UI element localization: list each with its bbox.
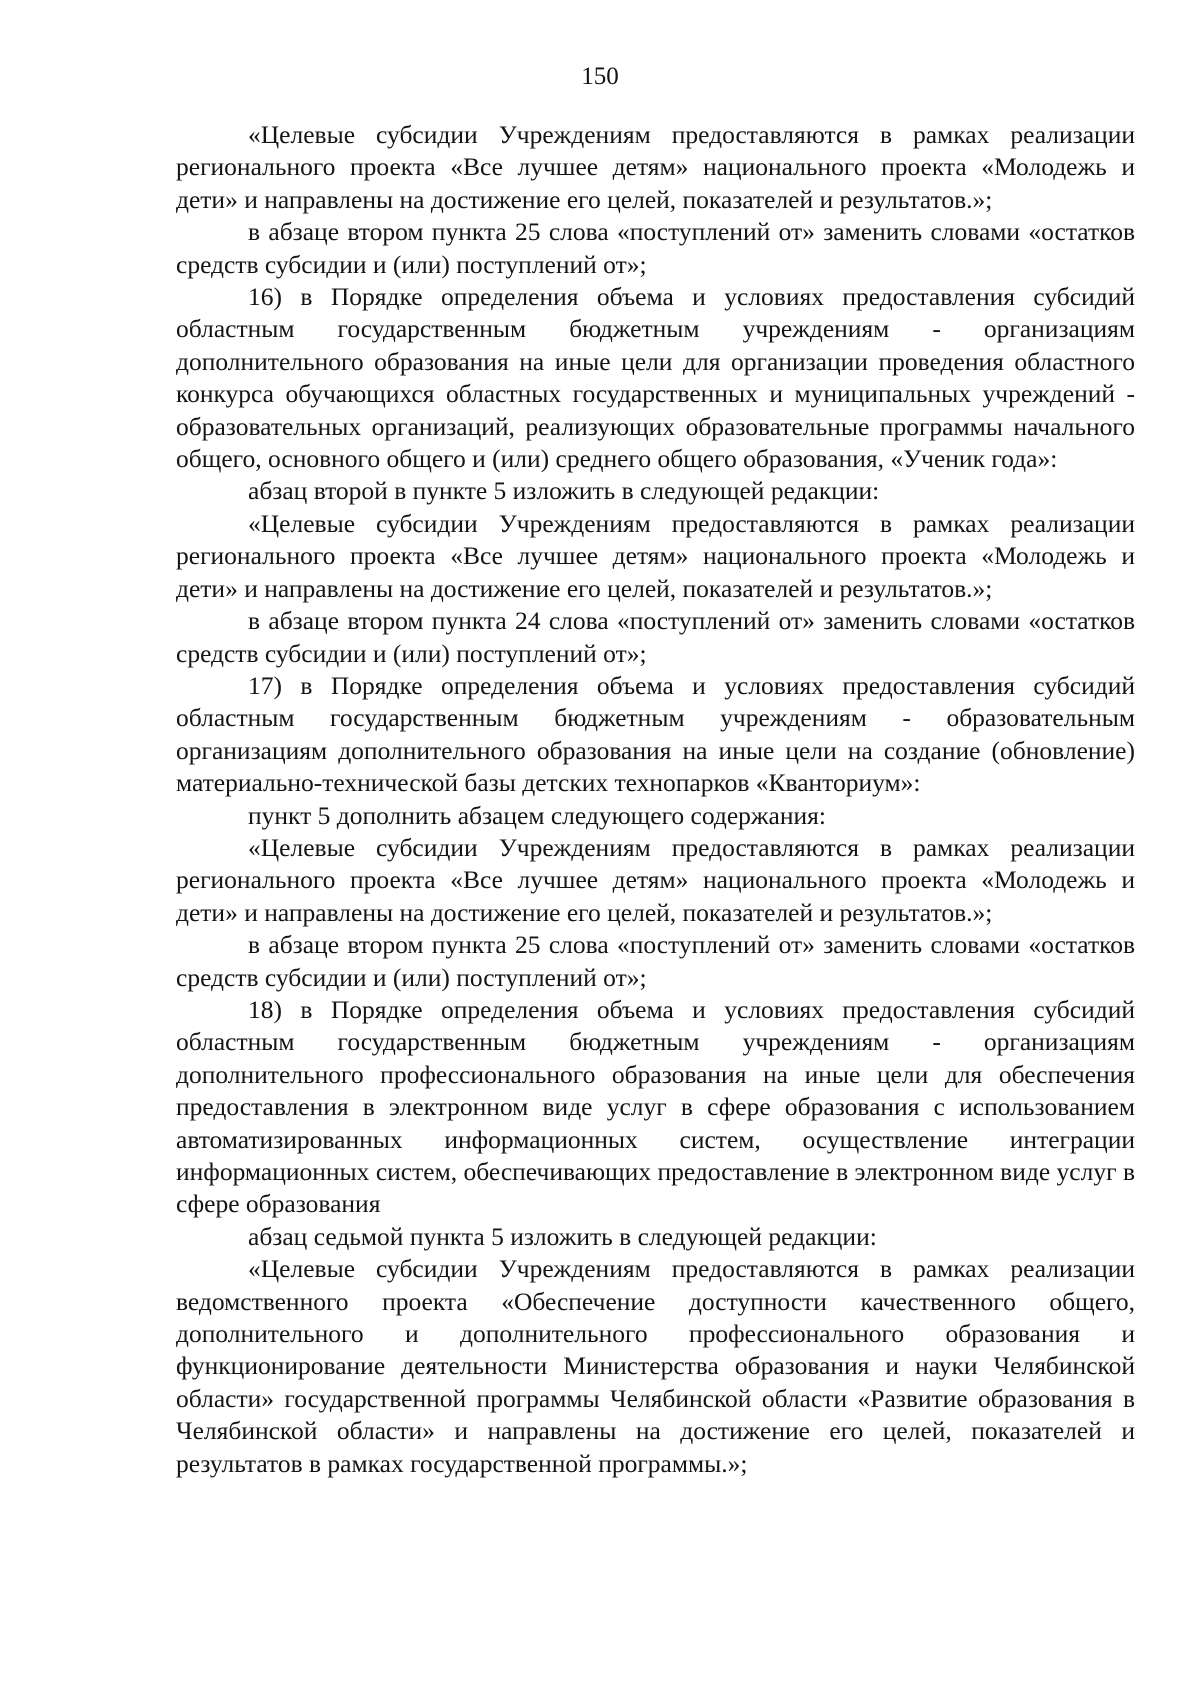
paragraph: 18) в Порядке определения объема и условиях предоставления субсидий областным государственным бюджетным учреждениям - организациям дополнительного профессионального образования на иные цели для обеспечения предоставления в электронном виде услуг в сфере образования с использованием автоматизированных информационных систем, осуществление интеграции информационных систем, обеспечивающих предоставление в электронном виде услуг в сфере образования [176, 994, 1135, 1219]
page-number: 150 [581, 63, 619, 90]
paragraph: «Целевые субсидии Учреждениям предоставляются в рамках реализации регионального проекта «Все лучшее детям» национального проекта «Молодежь и дети» и направлены на достижение его целей, показателей и результатов.»; [176, 120, 1135, 214]
paragraph: 16) в Порядке определения объема и условиях предоставления субсидий областным государственным бюджетным учреждениям - организациям дополнительного образования на иные цели для организации проведения областного конкурса обучающихся областных государственных и муниципальных учреждений - образовательных организаций, реализующих образовательные программы начального общего, основного общего и (или) среднего общего образования, «Ученик года»: [176, 282, 1135, 474]
paragraph: в абзаце втором пункта 25 слова «поступлений от» заменить словами «остатков средств субсидии и (или) поступлений от»; [176, 217, 1135, 279]
paragraph: пункт 5 дополнить абзацем следующего содержания: [248, 800, 826, 830]
document-body [176, 119, 1135, 1480]
paragraph: в абзаце втором пункта 24 слова «поступлений от» заменить словами «остатков средств субсидии и (или) поступлений от»; [176, 606, 1135, 668]
paragraph: абзац второй в пункте 5 изложить в следующей редакции: [248, 476, 880, 506]
paragraph: «Целевые субсидии Учреждениям предоставляются в рамках реализации регионального проекта «Все лучшее детям» национального проекта «Молодежь и дети» и направлены на достижение его целей, показателей и результатов.»; [176, 508, 1135, 603]
paragraph: «Целевые субсидии Учреждениям предоставляются в рамках реализации ведомственного проекта «Обеспечение доступности качественного общего, дополнительного и дополнительного профессионального образования и функционирование деятельности Министерства образования и науки Челябинской области» государственной программы Челябинской области «Развитие образования в Челябинской области» и направлены на достижение его целей, показателей и результатов в рамках государственной программы.»; [176, 1254, 1135, 1478]
paragraph: абзац седьмой пункта 5 изложить в следующей редакции: [248, 1221, 877, 1251]
paragraph: 17) в Порядке определения объема и условиях предоставления субсидий областным государственным бюджетным учреждениям - образовательным организациям дополнительного образования на иные цели на создание (обновление) материально-технической базы детских технопарков «Кванториум»: [176, 670, 1135, 798]
paragraph: в абзаце втором пункта 25 слова «поступлений от» заменить словами «остатков средств субсидии и (или) поступлений от»; [176, 930, 1135, 992]
paragraph: «Целевые субсидии Учреждениям предоставляются в рамках реализации регионального проекта «Все лучшее детям» национального проекта «Молодежь и дети» и направлены на достижение его целей, показателей и результатов.»; [176, 832, 1135, 927]
